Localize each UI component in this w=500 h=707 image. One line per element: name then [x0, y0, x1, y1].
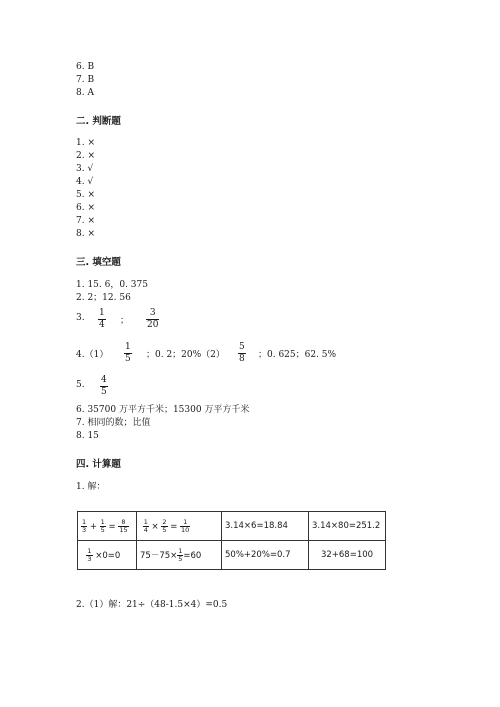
fraction-denominator: 15: [119, 525, 128, 534]
table-row: [78, 512, 386, 541]
fraction-denominator: 4: [99, 320, 105, 330]
fraction-denominator: 20: [147, 320, 159, 330]
table-cell: 32+68=100: [309, 541, 386, 570]
fraction-numerator: 1: [87, 546, 92, 555]
table-cell: [137, 512, 222, 541]
answer-line: 8. ×: [76, 229, 95, 239]
fraction-denominator: 8: [239, 354, 245, 364]
fraction-denominator: 3: [87, 554, 92, 563]
answer-line: 2.（1）解：21÷（48-1.5×4）=0.5: [76, 600, 228, 610]
answer-label: 4.（1）: [76, 350, 109, 360]
answer-line: 6. 35700 万平方千米；15300 万平方千米: [76, 405, 250, 415]
fraction-numerator: 3: [146, 308, 159, 320]
fraction-denominator: 3: [82, 525, 87, 534]
answer-label: 3.: [76, 313, 85, 323]
operator: +: [89, 521, 97, 532]
fraction: [100, 375, 108, 398]
answer-text: ；0. 625；62. 5%: [258, 350, 337, 360]
fraction: [238, 342, 246, 365]
fraction-denominator: 10: [181, 525, 190, 534]
cell-text: =60: [183, 550, 202, 561]
calculation-table: [77, 511, 386, 570]
answer-line: 7. B: [76, 75, 95, 85]
answer-line: 1. ×: [76, 138, 95, 148]
fraction: [98, 308, 106, 331]
answer-line: 7. ×: [76, 216, 95, 226]
answer-line: 4. √: [76, 177, 94, 187]
answer-text: ；0. 2；20%（2）: [146, 350, 225, 360]
operator: ×: [151, 521, 159, 532]
fraction-numerator: 1: [143, 517, 148, 526]
answer-line: 6. ×: [76, 203, 95, 213]
answer-line: 6. B: [76, 62, 95, 72]
separator: ；: [120, 316, 130, 326]
fraction: [146, 308, 159, 331]
fraction-numerator: 1: [100, 517, 105, 526]
fraction-denominator: 5: [125, 354, 131, 364]
fraction-numerator: 1: [125, 342, 131, 352]
table-cell: [137, 541, 222, 570]
answer-line: 7. 相同的数；比值: [76, 418, 151, 428]
operator: =: [108, 521, 116, 532]
table-cell: 50%+20%=0.7: [222, 541, 309, 570]
answer-line: 2. 2；12. 56: [76, 293, 131, 303]
fraction-denominator: 5: [100, 525, 105, 534]
answer-line: 3. √: [76, 164, 94, 174]
table-row: [78, 541, 386, 570]
answer-line: 5. ×: [76, 190, 95, 200]
cell-text: ×0=0: [95, 550, 121, 561]
cell-text: 75－75×: [140, 550, 178, 561]
fraction-denominator: 5: [162, 525, 167, 534]
answer-line: 1. 15. 6，0. 375: [76, 280, 148, 290]
operator: =: [170, 521, 178, 532]
fraction-numerator: 1: [99, 308, 105, 318]
answer-line: 1. 解：: [76, 482, 106, 492]
fraction-denominator: 5: [178, 554, 183, 563]
section-heading: 二. 判断题: [76, 116, 121, 127]
section-heading: 三. 填空题: [76, 257, 121, 268]
fraction-numerator: 5: [239, 342, 245, 352]
table-cell: [78, 512, 137, 541]
fraction: [124, 342, 132, 365]
answer-line: 8. 15: [76, 431, 99, 441]
table-cell: 3.14×6=18.84: [222, 512, 309, 541]
fraction-numerator: 4: [101, 375, 107, 385]
table-cell: [78, 541, 137, 570]
fraction-numerator: 8: [118, 519, 128, 527]
fraction-numerator: 1: [180, 519, 190, 527]
fraction-denominator: 5: [101, 387, 107, 397]
table-cell: 3.14×80=251.2: [309, 512, 386, 541]
answer-label: 5.: [76, 380, 85, 390]
fraction-denominator: 4: [143, 525, 148, 534]
fraction-numerator: 1: [178, 546, 183, 555]
section-heading: 四. 计算题: [76, 459, 121, 470]
fraction-numerator: 1: [82, 517, 87, 526]
fraction-numerator: 2: [162, 517, 167, 526]
answer-line: 8. A: [76, 88, 94, 98]
answer-line: 2. ×: [76, 151, 95, 161]
